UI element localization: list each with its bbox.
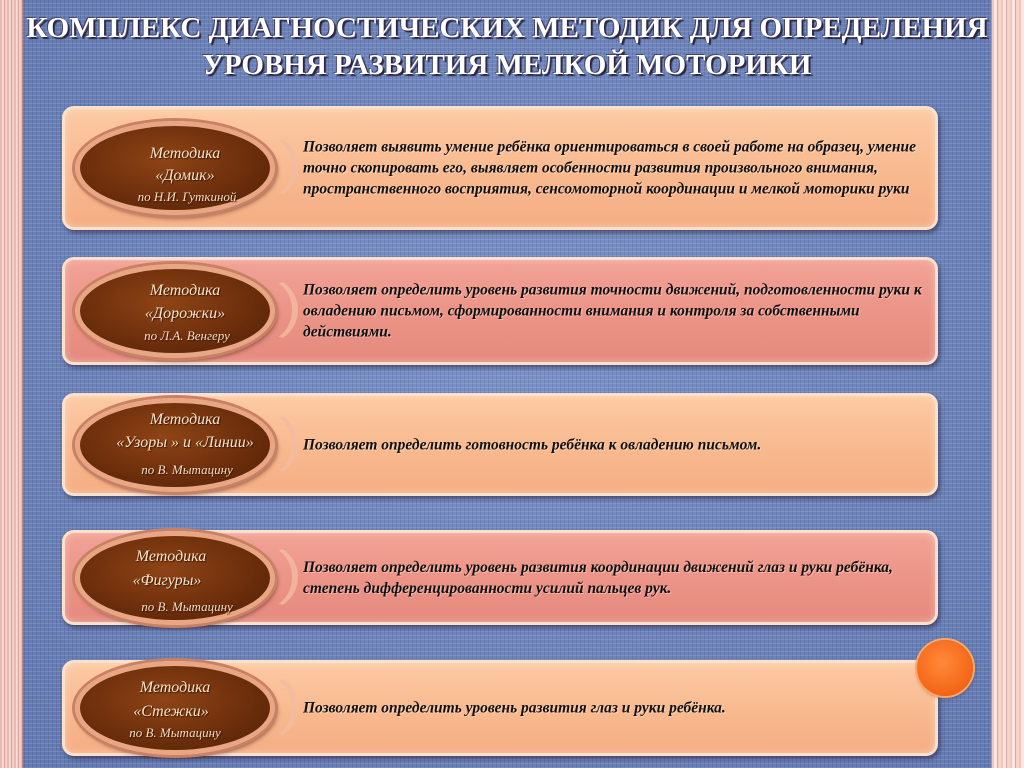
method-name: «Узоры » и «Линии»: [116, 434, 254, 451]
method-name: «Стежки»: [133, 703, 209, 720]
method-label: Методика: [149, 282, 221, 299]
method-card-dorozhki: [62, 257, 938, 365]
method-description: Позволяет определить готовность ребёнка к овладению письмом.: [303, 436, 762, 453]
slide-title-line-2: УРОВНЯ РАЗВИТИЯ МЕЛКОЙ МОТОРИКИ: [202, 49, 812, 81]
method-author: по Н.И. Гуткиной: [137, 189, 237, 204]
method-label: Методика: [135, 548, 207, 565]
method-name: «Фигуры»: [132, 572, 202, 589]
method-author: по В. Мытацину: [141, 599, 233, 614]
method-label: Методика: [139, 679, 211, 696]
method-card-uzory-linii: [62, 393, 938, 496]
method-author: по В. Мытацину: [129, 725, 221, 740]
decorative-orange-circle: [917, 640, 973, 696]
method-description: Позволяет определить уровень развития глаз и руки ребёнка.: [303, 699, 726, 717]
method-description: Позволяет определить уровень развития координации движений глаз и руки ребёнка, степень дифференцированности усилий пальцев рук.: [303, 558, 893, 597]
slide-title: [22, 10, 992, 84]
method-description: Позволяет определить уровень развития точности движений, подготовленности руки к овладению письмом, сформированности внимания и контроля за собственными действиями.: [303, 281, 922, 341]
method-name: «Домик»: [155, 167, 215, 184]
method-card-domik: [62, 106, 938, 230]
left-decorative-stripe: [0, 0, 23, 768]
method-card-figury: [62, 530, 938, 625]
right-decorative-stripe: [991, 0, 1024, 768]
slide-title-line-1: КОМПЛЕКС ДИАГНОСТИЧЕСКИХ МЕТОДИК ДЛЯ ОПРЕДЕЛЕНИЯ: [26, 12, 988, 44]
method-author: по В. Мытацину: [141, 462, 233, 477]
method-label: Методика: [149, 145, 221, 162]
method-card-stezhki: [62, 660, 938, 756]
method-description: Позволяет выявить умение ребёнка ориентироваться в своей работе на образец, умение точно скопировать его, выявляет особенности развития произвольного внимания, пространственного восприятия, сенсомоторной координации и мелкой моторики руки: [303, 138, 916, 198]
method-name: «Дорожки»: [144, 305, 226, 322]
method-label: Методика: [149, 411, 221, 428]
method-author: по Л.А. Венгеру: [144, 328, 230, 343]
